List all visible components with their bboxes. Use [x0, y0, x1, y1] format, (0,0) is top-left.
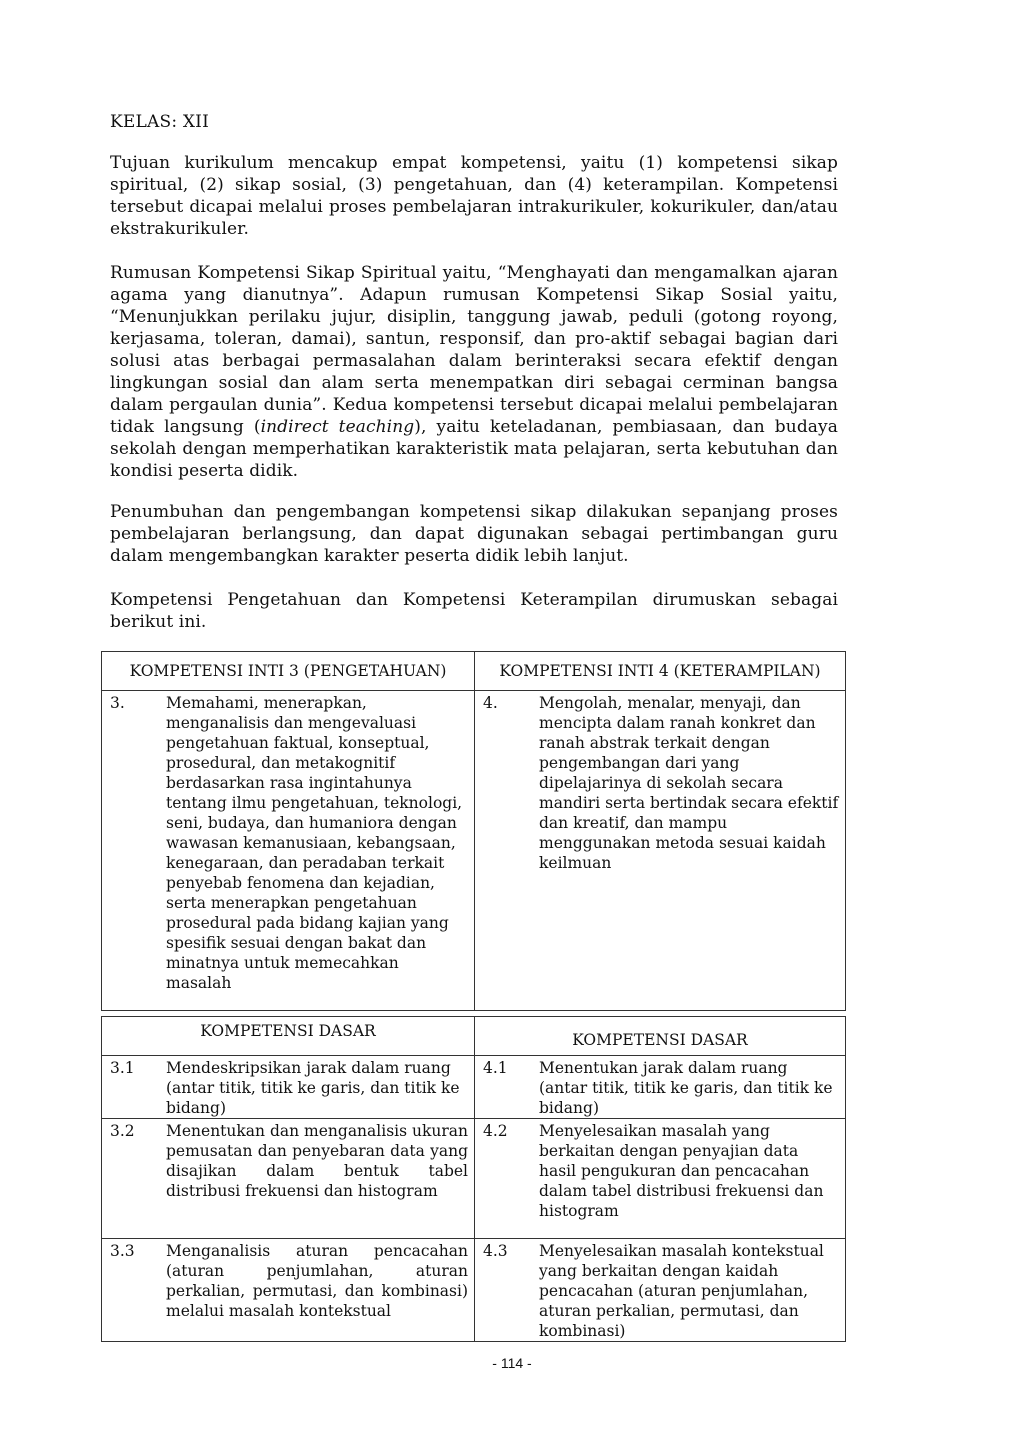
kompetensi-dasar-table — [101, 1016, 846, 1342]
kompetensi-inti-table — [101, 651, 846, 1011]
page-number: - 114 - — [492, 1355, 532, 1371]
ki4-number: 4. — [483, 694, 498, 712]
paragraph-2 — [110, 262, 838, 482]
ki3-header: KOMPETENSI INTI 3 (PENGETAHUAN) — [102, 652, 475, 691]
kd-3-1-text: Mendeskripsikan jarak dalam ruang (antar titik, titik ke garis, dan titik ke bidang) — [166, 1059, 460, 1117]
kd-3-1-number: 3.1 — [110, 1059, 135, 1077]
ki3-text: Memahami, menerapkan, menganalisis dan mengevaluasi pengetahuan faktual, konseptual, prosedural, dan metakognitif berdasarkan rasa ingintahunya tentang ilmu pengetahuan, teknologi, seni, budaya, dan humaniora dengan wawasan kemanusiaan, kebangsaan, kenegaraan, dan peradaban terkait penyebab fenomena dan kejadian, serta menerapkan pengetahuan prosedural pada bidang kajian yang spesifik sesuai dengan bakat dan minatnya untuk memecahkan masalah — [166, 694, 463, 992]
kd-3-3-number: 3.3 — [110, 1242, 135, 1260]
kd-3-3-text: Menganalisis aturan pencacahan (aturan penjumlahan, aturan perkalian, permutasi, dan kombinasi) melalui masalah kontekstual — [166, 1242, 468, 1320]
kd-4-1-number: 4.1 — [483, 1059, 508, 1077]
kd-4-3-text: Menyelesaikan masalah kontekstual yang berkaitan dengan kaidah pencacahan (aturan penjumlahan, aturan perkalian, permutasi, dan kombinasi) — [539, 1242, 824, 1340]
ki4-text: Mengolah, menalar, menyaji, dan mencipta dalam ranah konkret dan ranah abstrak terkait dengan pengembangan dari yang dipelajarinya di sekolah secara mandiri serta bertindak secara efektif dan kreatif, dan mampu menggunakan metoda sesuai kaidah keilmuan — [539, 694, 839, 872]
kd-4-2-text: Menyelesaikan masalah yang berkaitan dengan penyajian data hasil pengukuran dan pencacahan dalam tabel distribusi frekuensi dan histogram — [539, 1122, 824, 1220]
ki3-number: 3. — [110, 694, 125, 712]
kd-header-right: KOMPETENSI DASAR — [475, 1017, 846, 1056]
kd-4-1-text: Menentukan jarak dalam ruang (antar titik, titik ke garis, dan titik ke bidang) — [539, 1059, 833, 1117]
kd-3-2-text: Menentukan dan menganalisis ukuran pemusatan dan penyebaran data yang disajikan dalam bentuk tabel distribusi frekuensi dan histogram — [166, 1122, 468, 1200]
kd-4-2-cell — [475, 1119, 846, 1239]
paragraph-4: Kompetensi Pengetahuan dan Kompetensi Keterampilan dirumuskan sebagai berikut ini. — [110, 590, 838, 632]
paragraph-2-part-2: ), yaitu keteladanan, pembiasaan, dan budaya sekolah dengan memperhatikan karakteristik mata pelajaran, serta kebutuhan dan kondisi peserta didik. — [110, 417, 838, 481]
class-heading: KELAS: XII — [110, 112, 209, 132]
kd-header-left: KOMPETENSI DASAR — [102, 1017, 475, 1056]
paragraph-2-part-1: Rumusan Kompetensi Sikap Spiritual yaitu, “Menghayati dan mengamalkan ajaran agama yang dianutnya”. Adapun rumusan Kompetensi Sikap Sosial yaitu, “Menunjukkan perilaku jujur, disiplin, tanggung jawab, peduli (gotong royong, kerjasama, toleran, damai), santun, responsif, dan pro-aktif sebagai bagian dari solusi atas berbagai permasalahan dalam berinteraksi secara efektif dengan lingkungan sosial dan alam serta menempatkan diri sebagai cerminan bangsa dalam pergaulan dunia”. Kedua kompetensi tersebut dicapai melalui pembelajaran tidak langsung ( — [110, 263, 838, 437]
table-row — [102, 1119, 846, 1239]
paragraph-3: Penumbuhan dan pengembangan kompetensi sikap dilakukan sepanjang proses pembelajaran berlangsung, dan dapat digunakan sebagai pertimbangan guru dalam mengembangkan karakter peserta didik lebih lanjut. — [110, 502, 838, 566]
ki3-cell — [102, 691, 475, 1011]
paragraph-1: Tujuan kurikulum mencakup empat kompetensi, yaitu (1) kompetensi sikap spiritual, (2) sikap sosial, (3) pengetahuan, dan (4) keterampilan. Kompetensi tersebut dicapai melalui proses pembelajaran intrakurikuler, kokurikuler, dan/atau ekstrakurikuler. — [110, 153, 838, 239]
kd-4-1-cell — [475, 1056, 846, 1119]
kd-3-1-cell — [102, 1056, 475, 1119]
paragraph-2-italic-term: indirect teaching — [260, 417, 415, 437]
table-row — [102, 1056, 846, 1119]
kd-3-3-cell — [102, 1239, 475, 1342]
kd-4-3-cell — [475, 1239, 846, 1342]
table-row — [102, 1239, 846, 1342]
kd-4-2-number: 4.2 — [483, 1122, 508, 1140]
kd-4-3-number: 4.3 — [483, 1242, 508, 1260]
ki4-cell — [475, 691, 846, 1011]
ki4-header: KOMPETENSI INTI 4 (KETERAMPILAN) — [475, 652, 846, 691]
kd-3-2-number: 3.2 — [110, 1122, 135, 1140]
kd-3-2-cell — [102, 1119, 475, 1239]
